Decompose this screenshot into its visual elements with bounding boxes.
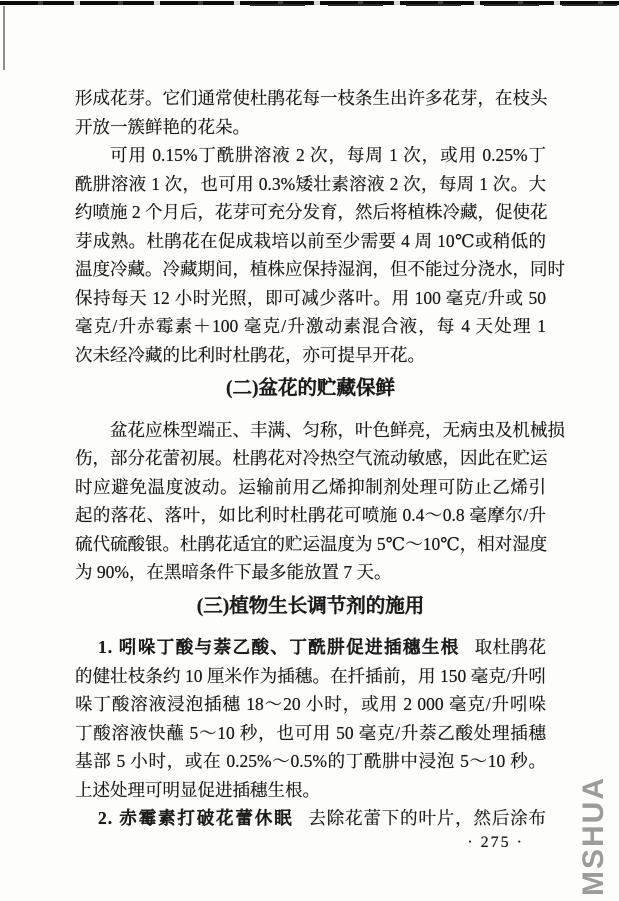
text-line: 次未经冷藏的比利时杜鹃花，亦可提早开花。	[75, 344, 425, 365]
text-line: 硫代硫酸银。杜鹃花适宜的贮运温度为 5℃～10℃，相对湿度	[75, 533, 548, 554]
text-line: 起的落花、落叶，如比利时杜鹃花可喷施 0.4～0.8 毫摩尔/升	[75, 505, 546, 525]
section-heading-3: (三)植物生长调节剂的施用	[196, 595, 425, 617]
text-line: 开放一簇鲜艳的花朵。	[75, 116, 250, 137]
text-line: 毫克/升赤霉素＋100 毫克/升激动素混合液，每 4 天处理 1	[75, 316, 546, 336]
text-line: 温度冷藏。冷藏期间，植株应保持湿润，但不能过分浇水，同时	[75, 259, 565, 279]
text-line: 时应避免温度波动。运输前用乙烯抑制剂处理可防止乙烯引	[75, 476, 546, 497]
text-line: 丁酸溶液快蘸 5～10 秒，也可用 50 毫克/升萘乙酸处理插穗	[75, 722, 546, 743]
paragraph-flower-buds	[75, 84, 546, 141]
paragraph-rooting-hormones	[75, 633, 546, 804]
text-line: 上述处理可明显促进插穗生根。	[75, 779, 320, 800]
paragraph-daminozide-treatment	[75, 141, 565, 369]
text-line: 哚丁酸溶液浸泡插穗 18～20 小时，或用 2 000 毫克/升吲哚	[75, 694, 546, 714]
text-line: 的健壮枝条约 10 厘米作为插穗。在扦插前，用 150 毫克/升吲	[75, 665, 546, 686]
text-line: 伤，部分花蕾初展。杜鹃花对冷热空气流动敏感，因此在贮运	[75, 448, 548, 468]
text-line: 可用 0.15%丁酰肼溶液 2 次，每周 1 次，或用 0.25%丁	[110, 145, 546, 165]
scan-left-edge-artifact	[3, 6, 5, 70]
run-in-heading-1: 1. 吲哚丁酸与萘乙酸、丁酰肼促进插穗生根	[98, 637, 460, 657]
paragraph-potted-flower-storage	[75, 416, 565, 587]
text-line: 为 90%，在黑暗条件下最多能放置 7 天。	[75, 562, 392, 582]
text-line: 基部 5 小时，或在 0.25%～0.5%的丁酰肼中浸泡 5～10 秒。	[75, 751, 546, 771]
text-line: 盆花应株型端正、丰满、匀称，叶色鲜亮，无病虫及机械损	[110, 419, 565, 440]
text-line: 芽成熟。杜鹃花在促成栽培以前至少需要 4 周 10℃或稍低的	[75, 230, 546, 251]
text-line	[75, 633, 546, 662]
paragraph-gibberellin-dormancy	[75, 804, 546, 833]
text-line: 酰肼溶液 1 次，也可用 0.3%矮壮素溶液 2 次，每周 1 次。大	[75, 173, 546, 194]
text-line: 约喷施 2 个月后，花芽可充分发育，然后将植株冷藏，促使花	[75, 202, 548, 222]
section-heading-2: (二)盆花的贮藏保鲜	[226, 378, 395, 399]
text-line	[75, 804, 546, 833]
text-run: 去除花蕾下的叶片，然后涂布	[308, 808, 547, 828]
page-number: · 275 ·	[467, 834, 524, 851]
run-in-heading-2: 2. 赤霉素打破花蕾休眠	[98, 808, 294, 828]
text-line: 保持每天 12 小时光照，即可减少落叶。用 100 毫克/升或 50	[75, 287, 546, 308]
text-column	[75, 84, 565, 833]
text-run: 取杜鹃花	[474, 637, 546, 657]
text-line: 形成花芽。它们通常使杜鹃花每一枝条生出许多花芽，在枝头	[75, 88, 548, 108]
watermark: MSHUA	[577, 776, 610, 896]
scan-top-edge-artifact-secondary	[250, 4, 619, 6]
